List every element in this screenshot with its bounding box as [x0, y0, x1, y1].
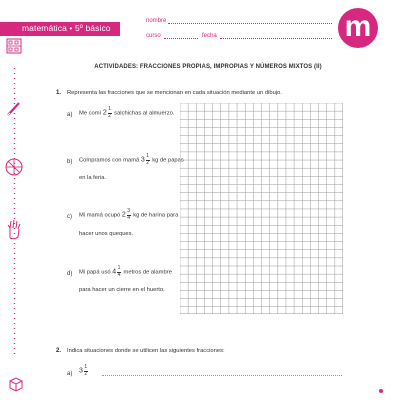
hand-icon	[4, 218, 24, 240]
item-c-line2: hacer unos queques.	[79, 231, 134, 237]
header-title	[22, 23, 111, 33]
item-d-line2: para hacer un cierre en el huerto.	[79, 287, 165, 293]
item-c-text: Mi mamá ocupó 2 $\frac{3}{4}$ kg de harina para	[79, 208, 179, 221]
item-d-letter: d)	[67, 271, 73, 277]
item-b-letter: b)	[67, 159, 73, 165]
curso-field[interactable]	[164, 38, 198, 39]
page-dot	[379, 389, 383, 393]
drawing-grid[interactable]	[180, 103, 343, 314]
item-d-text: Mi papá usó 4 $\frac{1}{4}$ metros de alambre	[79, 265, 172, 278]
q2-item-a-fraction	[79, 365, 89, 377]
abacus-icon	[6, 38, 22, 54]
question-2-text: Indica situaciones donde se utilicen las siguientes fracciones:	[67, 348, 225, 354]
mixed-whole: 3	[140, 156, 145, 164]
item-b-line2: en la feria.	[79, 175, 107, 181]
nombre-field[interactable]	[168, 23, 332, 24]
pie-chart-icon	[4, 157, 24, 177]
header-separator: •	[69, 23, 73, 33]
item-c-letter: c)	[67, 214, 72, 220]
subject-label: matemática	[22, 23, 67, 33]
question-1-number: 1.	[56, 90, 62, 96]
fraction: $\frac{1}{2}$	[84, 364, 88, 377]
fraction: $\frac{1}{2}$	[146, 153, 150, 166]
curso-label: curso	[146, 33, 161, 39]
fraction: $\frac{1}{4}$	[117, 265, 121, 278]
question-1-text: Representa las fracciones que se mencionan en cada situación mediante un dibujo.	[67, 90, 282, 96]
cube-icon	[8, 376, 24, 392]
fecha-field[interactable]	[220, 38, 332, 39]
grade-label: 5º básico	[74, 23, 111, 33]
pencil-icon	[5, 100, 23, 118]
mixed-whole: 3	[79, 367, 83, 375]
fecha-label: fecha	[202, 33, 217, 39]
nombre-label: nombre	[146, 18, 167, 24]
item-a-letter: a)	[67, 112, 73, 118]
mixed-whole: 2	[121, 211, 126, 219]
item-a-text: Me comí 2 $\frac{1}{2}$ salchichas al almuerzo.	[79, 106, 175, 119]
fraction: $\frac{3}{4}$	[127, 208, 131, 221]
q2-item-a-letter: a)	[67, 371, 73, 377]
fraction: $\frac{1}{2}$	[108, 106, 112, 119]
activity-title: ACTIVIDADES: FRACCIONES PROPIAS, IMPROPIAS Y NÚMEROS MIXTOS (II)	[94, 64, 322, 70]
mixed-whole: 2	[102, 109, 107, 117]
logo-m-icon	[338, 8, 378, 48]
mixed-whole: 4	[112, 268, 117, 276]
item-b-text: Compramos con mamá 3 $\frac{1}{2}$ kg de papas	[79, 153, 184, 166]
q2-answer-line[interactable]	[102, 375, 342, 376]
question-2-number: 2.	[56, 348, 62, 354]
logo-letter: m	[344, 10, 372, 43]
